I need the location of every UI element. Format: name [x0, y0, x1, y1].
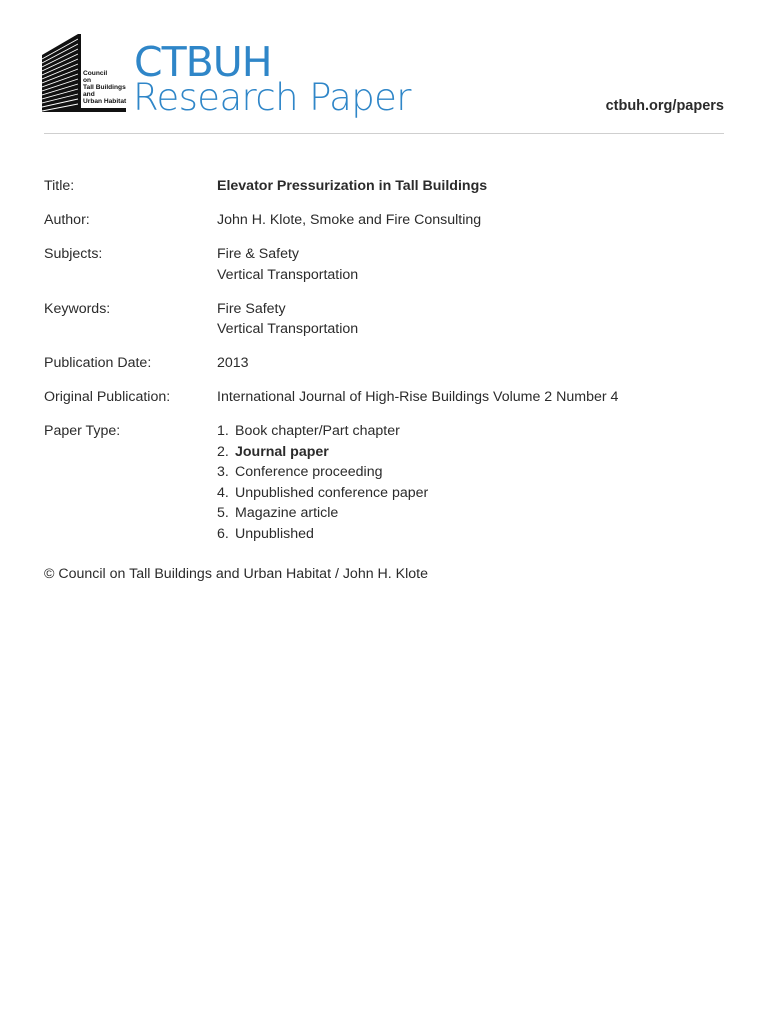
logo-line: Urban Habitat: [83, 98, 127, 106]
paper-type-item: [217, 421, 724, 442]
keywords-label: Keywords:: [44, 300, 111, 317]
paper-type-item-selected: [217, 442, 724, 463]
author-label: Author:: [44, 212, 90, 228]
paper-type-list: [217, 421, 724, 544]
keyword-item: Vertical Transportation: [217, 321, 359, 337]
paper-type-number: 4.: [217, 484, 229, 501]
metadata-row-title: [44, 176, 724, 197]
paper-type-item: [217, 524, 724, 545]
brand-title: CTBUH: [134, 38, 272, 86]
title-label: Title:: [44, 178, 75, 194]
metadata-row-author: [44, 210, 724, 231]
publication-date-label: Publication Date:: [44, 355, 152, 371]
subjects-value: [217, 244, 724, 285]
paper-type-item: [217, 483, 724, 504]
logo-line: and: [83, 91, 95, 99]
author-value: John H. Klote, Smoke and Fire Consulting: [217, 212, 482, 228]
original-publication-value: International Journal of High-Rise Buildings Volume 2 Number 4: [217, 389, 619, 405]
paper-type-text: Conference proceeding: [235, 464, 383, 480]
paper-type-label: Paper Type:: [44, 423, 121, 439]
metadata-row-subjects: [44, 244, 724, 285]
paper-type-text: Unpublished conference paper: [235, 484, 429, 501]
title-value: [217, 176, 724, 197]
metadata-row-paper-type: [44, 421, 724, 544]
paper-type-number: 3.: [217, 464, 229, 480]
logo-line: Council: [83, 70, 108, 77]
header: [0, 0, 768, 140]
paper-type-text: Unpublished: [235, 525, 314, 542]
publication-date-value: 2013: [217, 355, 249, 371]
paper-type-number: 5.: [217, 505, 229, 521]
paper-type-number: 6.: [217, 525, 229, 542]
logo-wordmark: [83, 70, 126, 105]
logo-line: Tall Buildings: [83, 84, 126, 92]
metadata-table: [44, 176, 724, 558]
paper-type-item: [217, 503, 724, 524]
keyword-item: Fire Safety: [217, 300, 286, 317]
logo-line: on: [83, 77, 92, 85]
paper-type-number: 1.: [217, 423, 229, 439]
paper-type-number: 2.: [217, 443, 229, 460]
keywords-value: [217, 299, 724, 340]
metadata-row-original-publication: [44, 387, 724, 408]
original-publication-label: Original Publication:: [44, 389, 171, 405]
metadata-row-publication-date: [44, 353, 724, 374]
papers-site-link[interactable]: ctbuh.org/papers: [605, 98, 724, 114]
paper-type-text: Journal paper: [235, 443, 329, 460]
header-divider: [44, 133, 724, 134]
subject-item: Fire & Safety: [217, 246, 300, 262]
copyright-notice: © Council on Tall Buildings and Urban Habitat / John H. Klote: [44, 566, 429, 582]
paper-type-item: [217, 462, 724, 483]
paper-type-value: [217, 421, 724, 544]
paper-type-text: Book chapter/Part chapter: [235, 423, 400, 439]
paper-title: Elevator Pressurization in Tall Buildings: [217, 178, 488, 194]
brand-subtitle: Research Paper: [133, 76, 411, 119]
subjects-label: Subjects:: [44, 246, 103, 262]
metadata-row-keywords: [44, 299, 724, 340]
subject-item: Vertical Transportation: [217, 266, 359, 283]
paper-type-text: Magazine article: [235, 505, 339, 521]
